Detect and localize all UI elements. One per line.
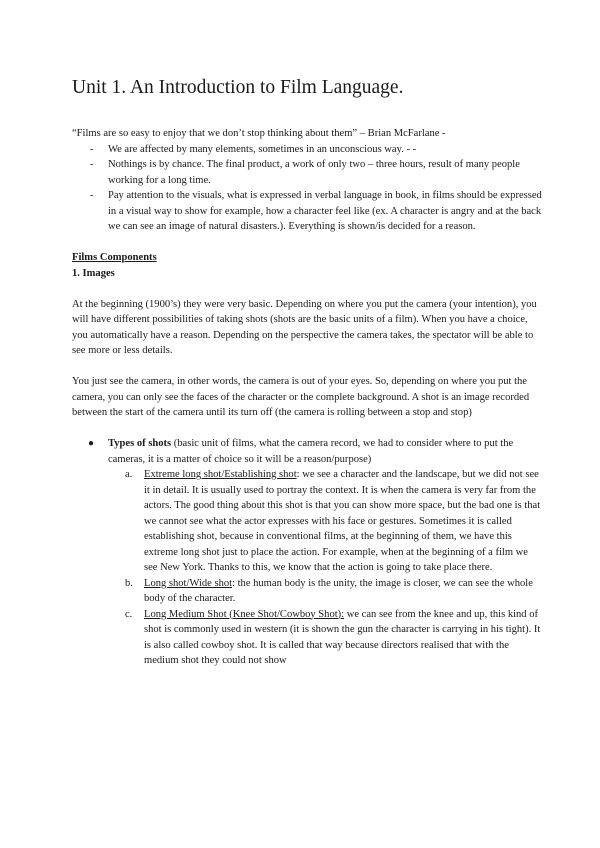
spacer — [72, 359, 542, 375]
section-heading: Films Components — [72, 252, 157, 263]
intro-point-text: Pay attention to the visuals, what is expressed in verbal language in book, in films should be expressed in a visual way to show for example, how a character feel like (ex. A character is angry and at the back we can see an image of natural disasters.). Everything is shown/is decided for a reason. — [108, 190, 542, 232]
types-of-shots-text: (basic unit of films, what the camera record, we had to consider where to put the cameras, it is a matter of choice so it will be a reason/purpose) — [108, 438, 514, 465]
shot-letter: b. — [125, 577, 133, 589]
shot-description: : the human body is the unity, the image is closer, we can see the whole body of the character. — [144, 577, 533, 604]
shot-type-item — [108, 576, 542, 607]
intro-point-text: We are affected by many elements, sometimes in an unconscious way. - - — [108, 143, 417, 155]
document-title: Unit 1. An Introduction to Film Language. — [72, 77, 404, 98]
spacer — [72, 281, 542, 297]
intro-point — [72, 188, 542, 235]
intro-point — [72, 142, 542, 158]
dash-marker: - — [90, 159, 94, 170]
types-of-shots-list — [72, 436, 542, 669]
shot-types-list — [108, 467, 542, 669]
shot-name: Extreme long shot/Establishing shot — [144, 469, 297, 480]
opening-quote: “Films are so easy to enjoy that we don’t stop thinking about them” – Brian McFarlane - — [72, 128, 446, 139]
shot-description: we can see from the knee and up, this kind of shot is commonly used in western (it is shown the gun the character is carrying in his tight). It is also called cowboy shot. It is called that way because directors realised that with the medium shot they could not show — [144, 608, 541, 666]
spacer — [72, 421, 542, 437]
document-body — [72, 126, 542, 669]
spacer — [72, 235, 542, 251]
dash-marker: - — [90, 190, 94, 201]
types-of-shots-label: Types of shots — [108, 438, 172, 449]
subsection-heading: 1. Images — [72, 267, 115, 279]
shot-type-item — [108, 607, 542, 669]
shot-name: Long shot/Wide shot — [144, 577, 233, 589]
shot-name: Long Medium Shot (Knee Shot/Cowboy Shot): — [144, 608, 345, 620]
shot-letter: c. — [125, 608, 133, 620]
shot-description: : we see a character and the landscape, but we did not see it in detail. It is usually used to portray the context. It is when the camera is very far from the actors. The good thing about this shot is that you can show more space, but the bad one is that we cannot see what the actor expresses with his face or gestures. Sometimes it is called establishing shot, because in conventional films, at the beginning of them, we have this extreme long shot just to place the action. For example, when at the beginning of a film we see New York. Thanks to this, we know that the action is going to take place there. — [144, 469, 541, 573]
intro-point — [72, 157, 542, 188]
body-paragraph: At the beginning (1900’s) they were very basic. Depending on where you put the camera (your intention), you will have different possibilities of taking shots (shots are the basic units of a film). When you have a choice, you automatically have a reason. Depending on the perspective the camera takes, the spectator will be able to see more or less details. — [72, 298, 537, 356]
intro-point-text: Nothings is by chance. The final product, a work of only two – three hours, result of many people working for a long time. — [108, 159, 520, 186]
shot-type-item — [108, 467, 542, 576]
shot-letter: a. — [125, 469, 133, 480]
dash-marker: - — [90, 143, 94, 155]
body-paragraph: You just see the camera, in other words, the camera is out of your eyes. So, depending on where you put the camera, you can only see the faces of the character or the complete background. A shot is an image recorded between the start of the camera until its turn off (the camera is rolling between a stop and stop) — [72, 376, 530, 418]
intro-points-list — [72, 142, 542, 235]
types-of-shots-item — [72, 436, 542, 669]
bullet-icon: ● — [88, 438, 95, 449]
